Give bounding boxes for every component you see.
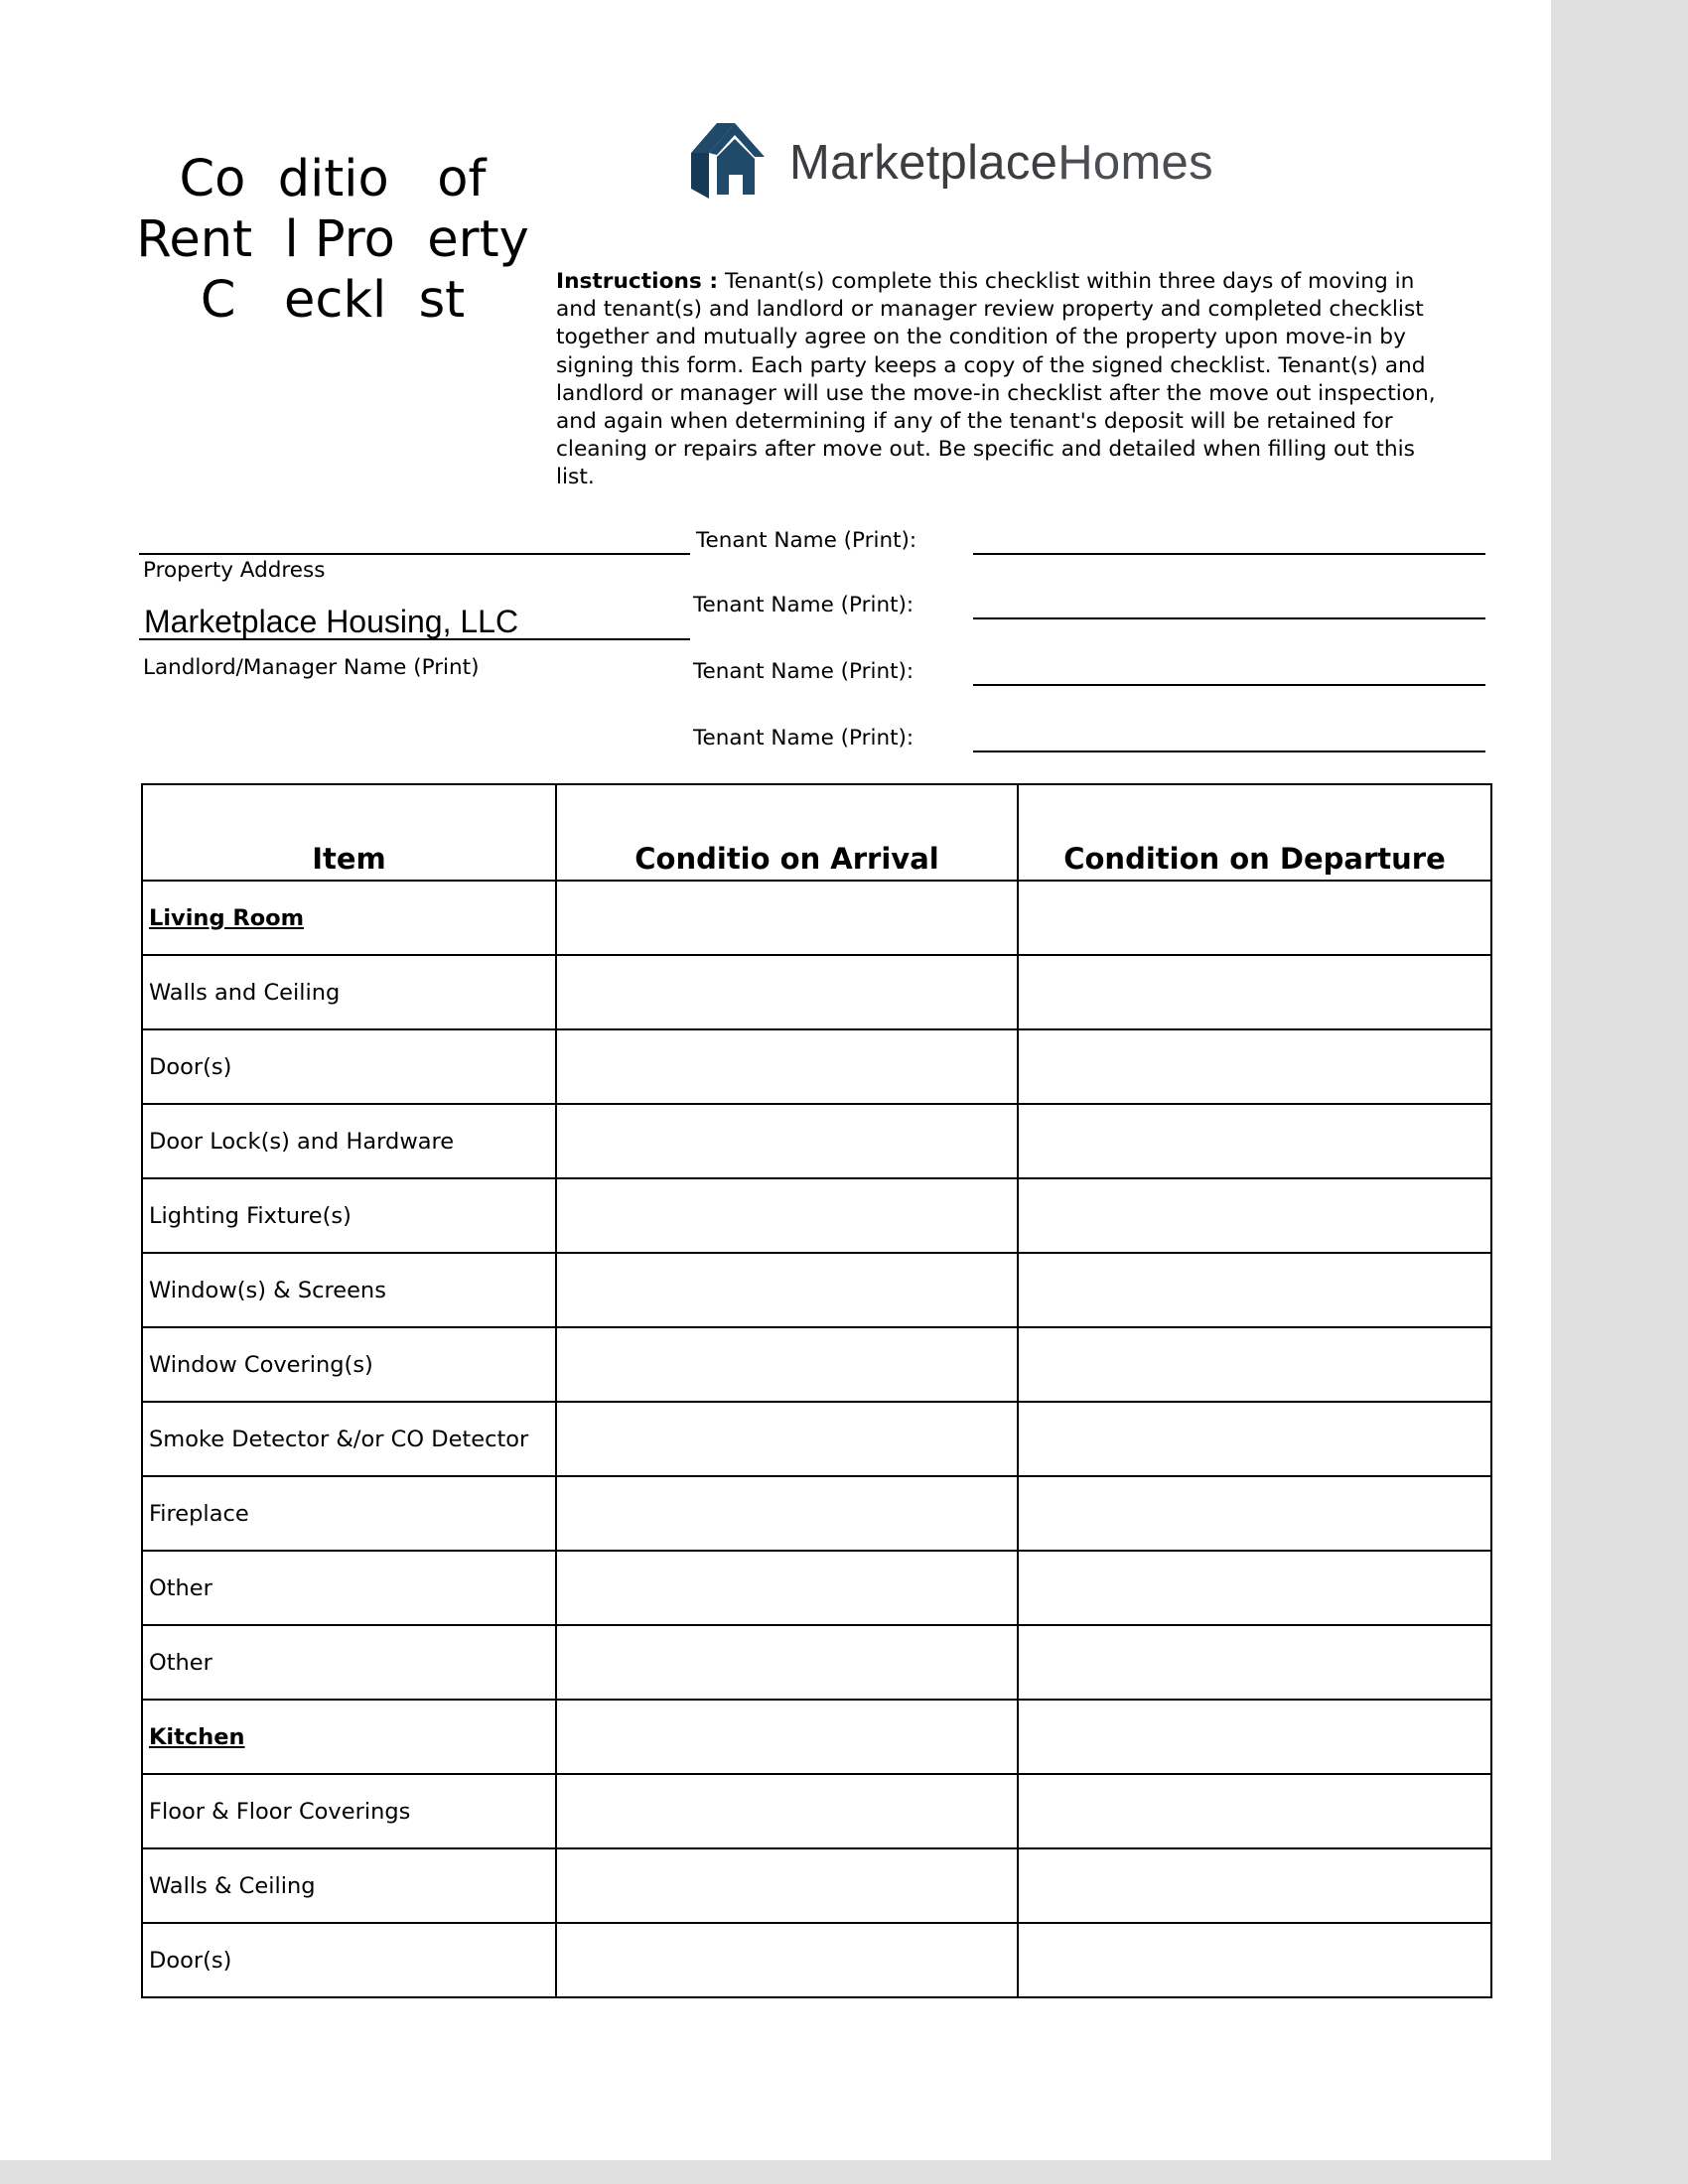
property-address-line[interactable] xyxy=(139,553,690,555)
item-label: Door(s) xyxy=(142,1029,556,1104)
page-title: Co ditio of Rent l Pro erty C eckl st xyxy=(136,150,529,330)
item-label: Walls & Ceiling xyxy=(142,1848,556,1923)
departure-condition-cell[interactable] xyxy=(1018,1625,1491,1700)
table-row xyxy=(142,1848,1491,1923)
arrival-condition-cell[interactable] xyxy=(556,1848,1018,1923)
header-condition-departure: Condition on Departure xyxy=(1018,784,1491,881)
departure-condition-cell[interactable] xyxy=(1018,1848,1491,1923)
item-label: Door(s) xyxy=(142,1923,556,1997)
item-label: Fireplace xyxy=(142,1476,556,1551)
table-row xyxy=(142,955,1491,1029)
table-row xyxy=(142,1923,1491,1997)
table-row xyxy=(142,1104,1491,1178)
arrival-condition-cell[interactable] xyxy=(556,881,1018,955)
table-header-row xyxy=(142,784,1491,881)
table-row xyxy=(142,1625,1491,1700)
landlord-name-line[interactable] xyxy=(139,638,690,640)
item-label: Window Covering(s) xyxy=(142,1327,556,1402)
header-condition-arrival: Conditio on Arrival xyxy=(556,784,1018,881)
arrival-condition-cell[interactable] xyxy=(556,1402,1018,1476)
departure-condition-cell[interactable] xyxy=(1018,1774,1491,1848)
departure-condition-cell[interactable] xyxy=(1018,1551,1491,1625)
item-label: Walls and Ceiling xyxy=(142,955,556,1029)
item-label: Lighting Fixture(s) xyxy=(142,1178,556,1253)
section-heading: Kitchen xyxy=(142,1700,556,1774)
departure-condition-cell[interactable] xyxy=(1018,1476,1491,1551)
house-icon xyxy=(683,117,773,206)
arrival-condition-cell[interactable] xyxy=(556,1029,1018,1104)
arrival-condition-cell[interactable] xyxy=(556,1476,1018,1551)
tenant-name-label-1: Tenant Name (Print): xyxy=(696,528,917,553)
arrival-condition-cell[interactable] xyxy=(556,1178,1018,1253)
arrival-condition-cell[interactable] xyxy=(556,1253,1018,1327)
arrival-condition-cell[interactable] xyxy=(556,1700,1018,1774)
table-row xyxy=(142,1700,1491,1774)
arrival-condition-cell[interactable] xyxy=(556,1327,1018,1402)
table-row xyxy=(142,1476,1491,1551)
departure-condition-cell[interactable] xyxy=(1018,1104,1491,1178)
tenant-name-line-4[interactable] xyxy=(973,751,1485,752)
arrival-condition-cell[interactable] xyxy=(556,1625,1018,1700)
section-heading: Living Room xyxy=(142,881,556,955)
brand-name-bold: Marketplace xyxy=(789,136,1058,190)
tenant-name-line-1[interactable] xyxy=(973,553,1485,555)
instructions-body: Tenant(s) complete this checklist within three days of moving in and tenant(s) and landlord or manager review property and completed checklist together and mutually agree on the condition of the property upon move-in by signing this form. Each party keeps a copy of the signed checklist. Tenant(s) and landlord or manager will use the move-in checklist after the move out inspection, and again when determining if any of the tenant's deposit will be retained for cleaning or repairs after move out. Be specific and detailed when filling out this list. xyxy=(556,269,1436,490)
landlord-name-value[interactable]: Marketplace Housing, LLC xyxy=(144,604,519,639)
departure-condition-cell[interactable] xyxy=(1018,1178,1491,1253)
arrival-condition-cell[interactable] xyxy=(556,1923,1018,1997)
item-label: Floor & Floor Coverings xyxy=(142,1774,556,1848)
table-row xyxy=(142,881,1491,955)
departure-condition-cell[interactable] xyxy=(1018,1327,1491,1402)
departure-condition-cell[interactable] xyxy=(1018,1029,1491,1104)
instructions-label: Instructions : xyxy=(556,269,719,294)
arrival-condition-cell[interactable] xyxy=(556,1551,1018,1625)
item-label: Other xyxy=(142,1625,556,1700)
table-row xyxy=(142,1178,1491,1253)
arrival-condition-cell[interactable] xyxy=(556,1774,1018,1848)
departure-condition-cell[interactable] xyxy=(1018,1402,1491,1476)
tenant-name-line-3[interactable] xyxy=(973,684,1485,686)
item-label: Door Lock(s) and Hardware xyxy=(142,1104,556,1178)
condition-checklist-table xyxy=(141,783,1492,1998)
tenant-name-line-2[interactable] xyxy=(973,617,1485,619)
departure-condition-cell[interactable] xyxy=(1018,881,1491,955)
tenant-name-label-3: Tenant Name (Print): xyxy=(693,659,914,684)
landlord-name-label: Landlord/Manager Name (Print) xyxy=(143,655,480,680)
table-row xyxy=(142,1029,1491,1104)
property-address-label: Property Address xyxy=(143,558,326,583)
arrival-condition-cell[interactable] xyxy=(556,1104,1018,1178)
departure-condition-cell[interactable] xyxy=(1018,1700,1491,1774)
tenant-name-label-2: Tenant Name (Print): xyxy=(693,593,914,617)
table-row xyxy=(142,1551,1491,1625)
table-row xyxy=(142,1253,1491,1327)
tenant-name-label-4: Tenant Name (Print): xyxy=(693,726,914,751)
instructions-text xyxy=(556,268,1450,492)
item-label: Smoke Detector &/or CO Detector xyxy=(142,1402,556,1476)
header-item: Item xyxy=(142,784,556,881)
item-label: Other xyxy=(142,1551,556,1625)
departure-condition-cell[interactable] xyxy=(1018,1253,1491,1327)
departure-condition-cell[interactable] xyxy=(1018,955,1491,1029)
table-row xyxy=(142,1327,1491,1402)
item-label: Window(s) & Screens xyxy=(142,1253,556,1327)
table-row xyxy=(142,1774,1491,1848)
brand-name-light: Homes xyxy=(1057,136,1213,190)
arrival-condition-cell[interactable] xyxy=(556,955,1018,1029)
brand-logo xyxy=(789,135,1213,191)
departure-condition-cell[interactable] xyxy=(1018,1923,1491,1997)
table-row xyxy=(142,1402,1491,1476)
